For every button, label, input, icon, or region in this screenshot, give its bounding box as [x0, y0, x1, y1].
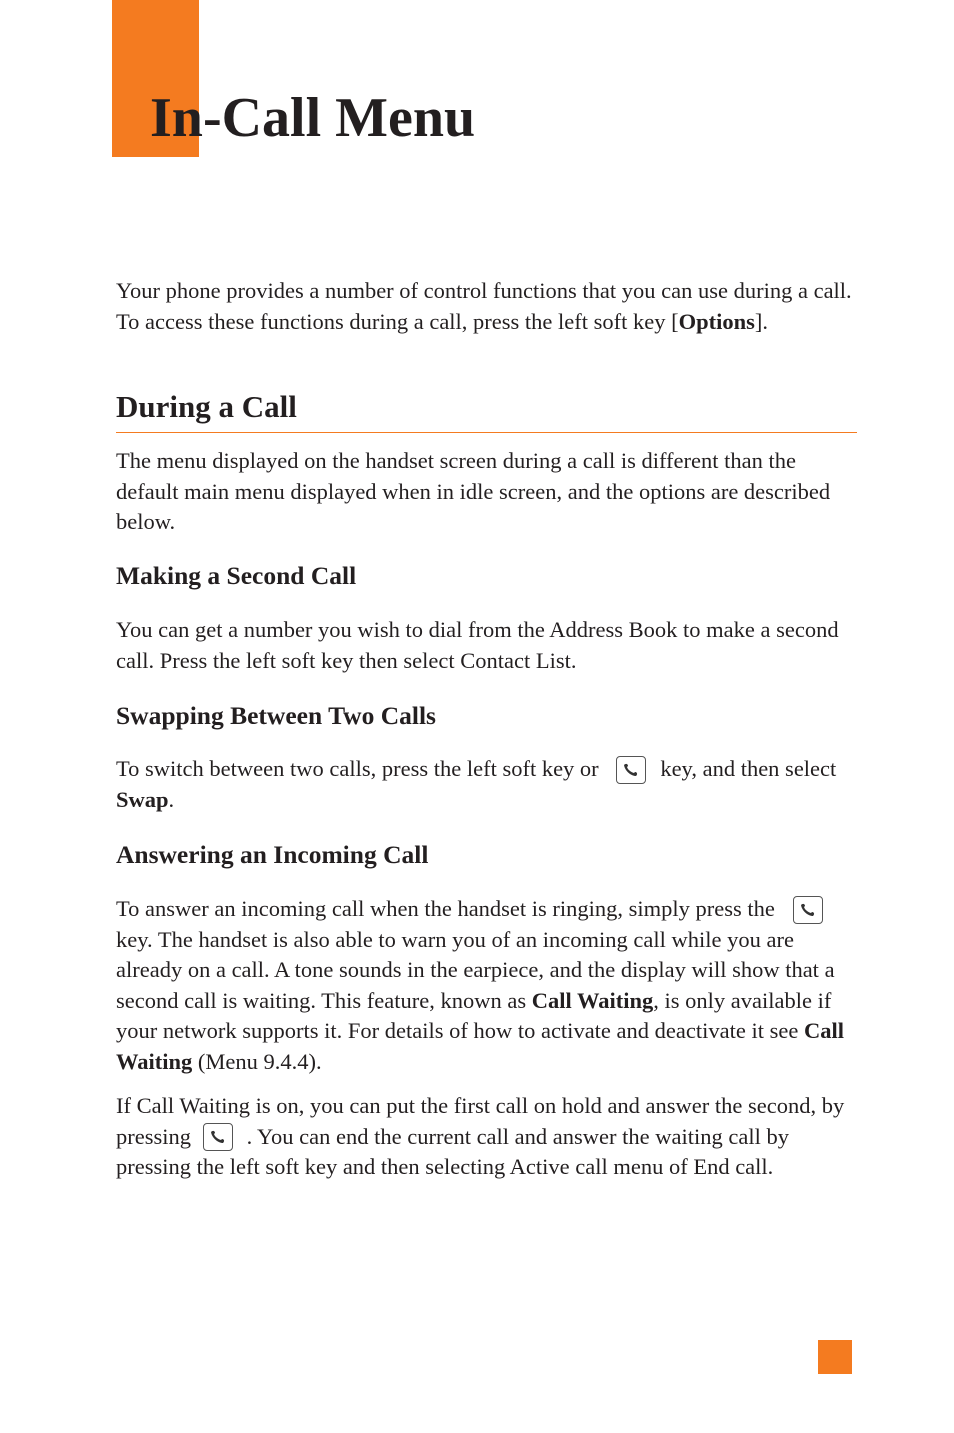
subheading-swapping-calls: Swapping Between Two Calls [116, 701, 436, 730]
subheading-making-second-call: Making a Second Call [116, 561, 357, 590]
answering-paragraph-2: If Call Waiting is on, you can put the first call on hold and answer the second, by pressing . You can end the current call and answer the waiting call by pressing the left soft key and then selecting Active call menu of End call. [116, 1093, 845, 1180]
send-key-icon [616, 756, 646, 784]
page-corner-marker [818, 1340, 852, 1374]
section-divider [116, 432, 857, 433]
answering-paragraph-1: To answer an incoming call when the handset is ringing, simply press the key. The handset is also able to warn you of an incoming call while you are already on a call. A tone sounds in the earpiece, and the display will show that a second call is waiting. This feature, known as Call Waiting, is only available if your network supports it. For details of how to activate and deactivate it see Call Waiting (Menu 9.4.4). [116, 896, 844, 1074]
send-key-icon [203, 1123, 233, 1151]
subheading-answering-call: Answering an Incoming Call [116, 840, 429, 869]
section-heading-during-a-call: During a Call [116, 389, 297, 424]
send-key-icon [793, 896, 823, 924]
during-call-paragraph: The menu displayed on the handset screen during a call is different than the default main menu displayed when in idle screen, and the options are described below. [116, 448, 831, 534]
call-waiting-menu-ref: Call Waiting [116, 1018, 844, 1074]
swap-label: Swap [116, 786, 169, 812]
intro-paragraph: Your phone provides a number of control functions that you can use during a call. To access these functions during a call, press the left soft key [Options]. [116, 278, 852, 334]
making-second-call-paragraph: You can get a number you wish to dial from the Address Book to make a second call. Press the left soft key then select Contact List. [116, 617, 839, 673]
swapping-paragraph: To switch between two calls, press the left soft key or key, and then select Swap. [116, 756, 837, 812]
options-label: Options [678, 308, 755, 334]
page-title: In-Call Menu [150, 87, 476, 149]
call-waiting-term: Call Waiting [531, 987, 654, 1013]
